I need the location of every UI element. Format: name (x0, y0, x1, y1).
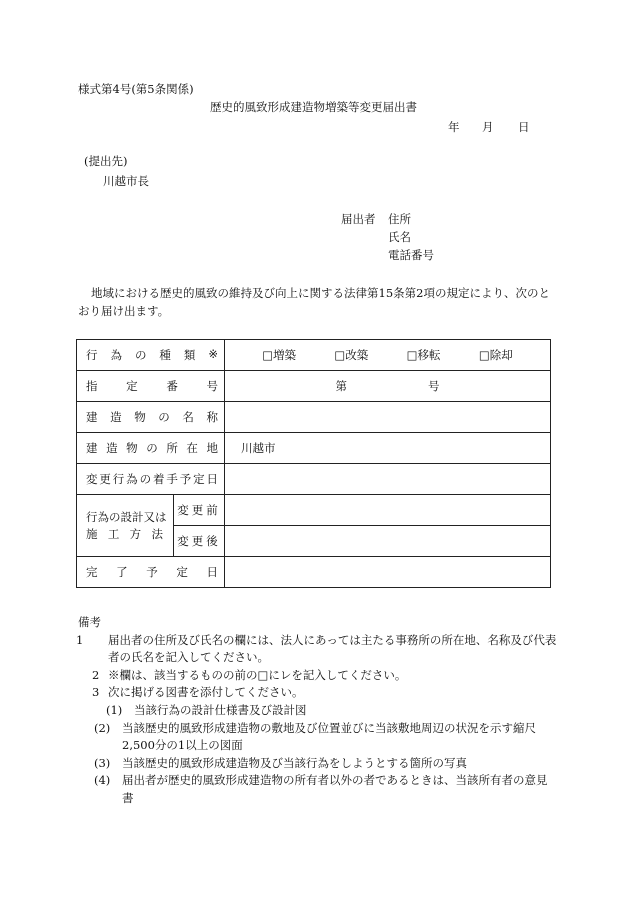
row-action-type (77, 340, 551, 371)
intro-line-1: 地域における歴史的風致の維持及び向上に関する法律第15条第2項の規定により、次のと (91, 286, 550, 300)
row-building-name (77, 402, 551, 433)
building-location-label: 建 造 物 の 所 在 地 (86, 441, 218, 455)
sub-note-3: (3) 当該歴史的風致形成建造物及び当該行為をしようとする箇所の写真 (94, 755, 467, 770)
action-type-label: 行 為 の 種 類 ※ (86, 347, 218, 362)
address-label: 住所 (388, 212, 411, 226)
intro-line-2: おり届け出ます。 (78, 304, 170, 318)
before-label: 変更前 (174, 495, 225, 526)
row-method-before (77, 495, 551, 526)
number-prefix: 第 (335, 379, 347, 393)
row-completion-date (77, 557, 551, 588)
note-3: 3 次に掲げる図書を添付してください。 (92, 685, 304, 700)
completion-date-label: 完 了 予 定 日 (86, 565, 218, 579)
building-name-label: 建 造 物 の 名 称 (86, 410, 218, 424)
notifier-label: 届出者 (341, 212, 376, 226)
location-value: 川越市 (241, 441, 276, 455)
building-location-field[interactable] (225, 433, 551, 464)
sub-note-2: (2) 当該歴史的風致形成建造物の敷地及び位置並びに当該敷地周辺の状況を示す縮尺2,500分の1以上の図面 (94, 720, 536, 753)
option-rebuild[interactable]: □改築 (334, 348, 369, 362)
number-suffix: 号 (427, 379, 440, 393)
recipient-label: (提出先) (84, 154, 128, 168)
notes-heading: 備考 (78, 615, 101, 629)
method-label-line-2: 施 工 方 法 (86, 526, 163, 541)
option-relocation[interactable]: □移転 (406, 348, 441, 362)
designation-number-label: 指 定 番 号 (86, 379, 219, 393)
start-date-label: 変 更 行 為 の 着 手 予 定 日 (86, 472, 219, 486)
method-label (77, 495, 174, 557)
row-start-date (77, 464, 551, 495)
notification-table (76, 339, 551, 588)
note-1: 1 届出者の住所及び氏名の欄には、法人にあっては主たる事務所の所在地、名称及び代表者の氏名を記入してください。 (76, 632, 557, 665)
phone-label: 電話番号 (388, 248, 434, 262)
designation-number-field[interactable] (225, 378, 550, 394)
option-removal[interactable]: □除却 (478, 348, 513, 362)
after-field[interactable] (225, 526, 551, 557)
start-date-field[interactable] (225, 464, 551, 495)
note-2: 2 ※欄は、該当するものの前の□にレを記入してください。 (92, 667, 407, 682)
date-month: 月 (482, 120, 494, 134)
row-designation-number (77, 371, 551, 402)
action-options (225, 347, 550, 363)
recipient-name: 川越市長 (103, 174, 149, 188)
form-number: 様式第4号(第5条関係) (78, 82, 194, 96)
after-label: 変更後 (174, 526, 225, 557)
completion-date-field[interactable] (225, 557, 551, 588)
notes-section (78, 614, 558, 808)
building-name-field[interactable] (225, 402, 551, 433)
option-extension[interactable]: □増築 (262, 348, 297, 362)
row-building-location (77, 433, 551, 464)
date-year: 年 (448, 120, 460, 134)
date-day: 日 (518, 120, 530, 134)
method-label-line-1: 行為の設計又は (86, 509, 167, 524)
name-label: 氏名 (388, 230, 411, 244)
form-title: 歴史的風致形成建造物増築等変更届出書 (210, 100, 417, 114)
before-field[interactable] (225, 495, 551, 526)
sub-note-1: (1) 当該行為の設計仕様書及び設計図 (106, 702, 307, 717)
sub-note-4: (4) 届出者が歴史的風致形成建造物の所有者以外の者であるときは、当該所有者の意見書 (94, 773, 548, 805)
